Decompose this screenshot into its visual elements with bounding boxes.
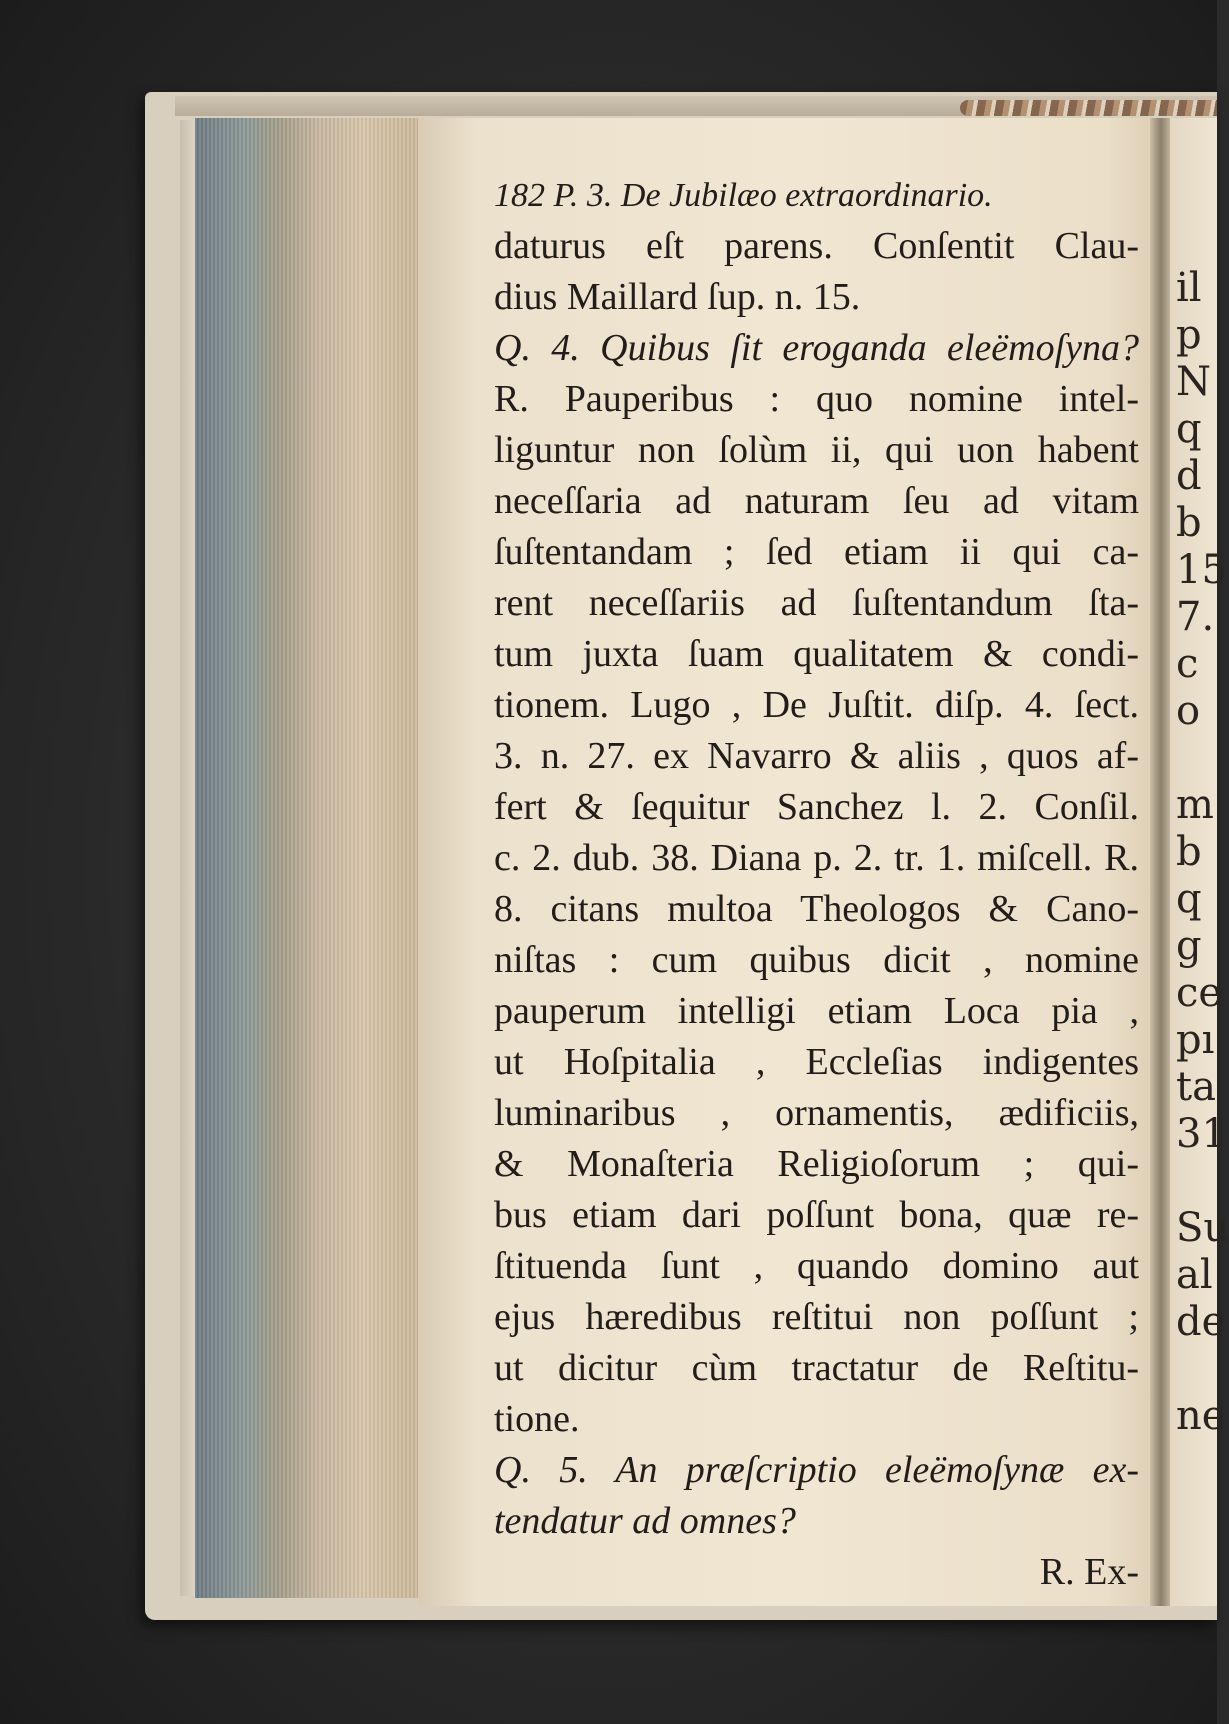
text-line: ſuſtentandam ; ſed etiam ii qui ca-: [494, 531, 1139, 573]
text-line: 3. n. 27. ex Navarro & aliis , quos af-: [494, 735, 1139, 777]
text-line: tionem. Lugo , De Juſtit. diſp. 4. ſect.: [494, 684, 1139, 726]
facing-page-fragment: q: [1176, 406, 1202, 452]
catchword: R. Ex-: [1039, 1551, 1139, 1593]
text-line: R. Pauperibus : quo nomine intel-: [494, 378, 1139, 420]
text-line: niſtas : cum quibus dicit , nomine: [494, 939, 1139, 981]
facing-page-fragment: Su: [1176, 1205, 1229, 1251]
facing-page-fragment: m: [1176, 782, 1214, 828]
text-line: daturus eſt parens. Conſentit Clau-: [494, 225, 1139, 267]
page-text: [494, 170, 1139, 1598]
text-line: c. 2. dub. 38. Diana p. 2. tr. 1. miſcell. R.: [494, 837, 1139, 879]
text-line: pauperum intelligi etiam Loca pia ,: [494, 990, 1139, 1032]
facing-page-fragment: q: [1176, 876, 1202, 922]
page-edges: [195, 118, 420, 1598]
facing-page-fragment: c: [1176, 641, 1199, 687]
right-page-fragment: [1170, 118, 1229, 1606]
text-line: ejus hæredibus reſtitui non poſſunt ;: [494, 1296, 1139, 1338]
gutter: [1150, 118, 1172, 1606]
text-line: ut dicitur cùm tractatur de Reſtitu-: [494, 1347, 1139, 1389]
facing-page-fragment: b: [1176, 500, 1202, 546]
facing-page-fragment: ne: [1176, 1393, 1226, 1439]
headband: [960, 100, 1217, 116]
text-line: ut Hoſpitalia , Eccleſias indigentes: [494, 1041, 1139, 1083]
text-line: rent neceſſariis ad ſuſtentandum ſta-: [494, 582, 1139, 624]
text-line: liguntur non ſolùm ii, qui uon habent: [494, 429, 1139, 471]
facing-page-fragment: ta: [1176, 1064, 1216, 1110]
text-line: ſtituenda ſunt , quando domino aut: [494, 1245, 1139, 1287]
facing-page-fragment: il: [1176, 265, 1202, 311]
text-line: & Monaſteria Religioſorum ; qui-: [494, 1143, 1139, 1185]
facing-page-fragment: g: [1176, 923, 1202, 969]
facing-page-fragment: ce: [1176, 970, 1223, 1016]
facing-page-fragment: pı: [1176, 1017, 1215, 1063]
facing-page-fragment: o: [1176, 688, 1201, 734]
text-line: Q. 5. An præſcriptio eleëmoſynæ ex-: [494, 1449, 1139, 1491]
facing-page-fragment: 15: [1176, 547, 1227, 593]
text-line: tendatur ad omnes?: [494, 1500, 796, 1542]
text-line: Q. 4. Quibus ſit eroganda eleëmoſyna?: [494, 327, 1139, 369]
facing-page-fragment: d: [1176, 453, 1202, 499]
text-line: bus etiam dari poſſunt bona, quæ re-: [494, 1194, 1139, 1236]
text-line: neceſſaria ad naturam ſeu ad vitam: [494, 480, 1139, 522]
running-head: 182 P. 3. De Jubilæo extraordinario.: [494, 177, 993, 214]
text-line: tum juxta ſuam qualitatem & condi-: [494, 633, 1139, 675]
facing-page-fragment: b: [1176, 829, 1202, 875]
facing-page-fragment: al: [1176, 1252, 1213, 1298]
text-line: 8. citans multoa Theologos & Cano-: [494, 888, 1139, 930]
text-line: dius Maillard ſup. n. 15.: [494, 276, 861, 318]
facing-page-fragment: p: [1176, 312, 1202, 358]
facing-page-fragment: de: [1176, 1299, 1226, 1345]
text-line: tione.: [494, 1398, 580, 1440]
text-line: luminaribus , ornamentis, ædificiis,: [494, 1092, 1139, 1134]
facing-page-fragment: 7.: [1176, 594, 1215, 640]
facing-page-fragment: N: [1176, 359, 1211, 405]
facing-page-fragment: 31: [1176, 1111, 1227, 1157]
text-line: fert & ſequitur Sanchez l. 2. Conſil.: [494, 786, 1139, 828]
